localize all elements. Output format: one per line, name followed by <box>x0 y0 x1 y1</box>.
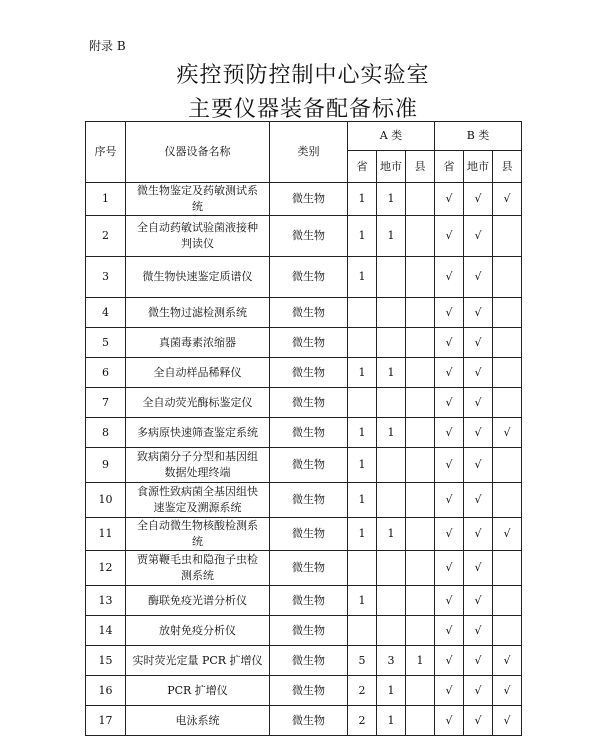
table-row <box>86 388 522 418</box>
cell-b-city: √ <box>464 418 493 448</box>
cell-index: 13 <box>86 586 126 616</box>
header-category: 类别 <box>270 122 348 183</box>
cell-index: 2 <box>86 216 126 257</box>
cell-b-province: √ <box>435 551 464 586</box>
cell-a-city <box>377 586 406 616</box>
cell-name: 致病菌分子分型和基因组数据处理终端 <box>126 448 270 483</box>
cell-category: 微生物 <box>270 418 348 448</box>
appendix-label: 附录 B <box>89 39 126 53</box>
table-row <box>86 518 522 551</box>
cell-b-province: √ <box>435 328 464 358</box>
cell-b-county <box>493 358 522 388</box>
cell-a-county <box>406 298 435 328</box>
cell-b-province: √ <box>435 448 464 483</box>
cell-category: 微生物 <box>270 298 348 328</box>
cell-b-county <box>493 448 522 483</box>
cell-a-province: 1 <box>348 448 377 483</box>
cell-a-county <box>406 183 435 216</box>
cell-a-province: 1 <box>348 358 377 388</box>
cell-a-province: 1 <box>348 483 377 518</box>
cell-a-province <box>348 551 377 586</box>
cell-a-county <box>406 483 435 518</box>
cell-a-province: 1 <box>348 257 377 298</box>
cell-b-city: √ <box>464 298 493 328</box>
cell-a-county <box>406 706 435 736</box>
cell-b-city: √ <box>464 616 493 646</box>
cell-name: 实时荧光定量 PCR 扩增仪 <box>126 646 270 676</box>
cell-b-city: √ <box>464 483 493 518</box>
cell-a-county <box>406 616 435 646</box>
table-row <box>86 183 522 216</box>
table-row <box>86 298 522 328</box>
cell-a-city: 1 <box>377 676 406 706</box>
cell-index: 4 <box>86 298 126 328</box>
cell-category: 微生物 <box>270 518 348 551</box>
cell-a-city: 1 <box>377 518 406 551</box>
cell-name: 微生物过滤检测系统 <box>126 298 270 328</box>
cell-a-province: 1 <box>348 418 377 448</box>
cell-a-county <box>406 448 435 483</box>
table-row <box>86 257 522 298</box>
cell-b-county <box>493 586 522 616</box>
document-title: 疾控预防控制中心实验室 <box>176 63 430 88</box>
cell-b-province: √ <box>435 646 464 676</box>
cell-index: 8 <box>86 418 126 448</box>
table-row <box>86 418 522 448</box>
cell-b-province: √ <box>435 298 464 328</box>
cell-a-city: 3 <box>377 646 406 676</box>
cell-b-province: √ <box>435 616 464 646</box>
cell-name: 全自动微生物核酸检测系统 <box>126 518 270 551</box>
cell-b-province: √ <box>435 676 464 706</box>
cell-b-city: √ <box>464 358 493 388</box>
cell-category: 微生物 <box>270 183 348 216</box>
cell-index: 15 <box>86 646 126 676</box>
cell-b-province: √ <box>435 358 464 388</box>
cell-b-city: √ <box>464 388 493 418</box>
cell-b-province: √ <box>435 216 464 257</box>
cell-a-county <box>406 358 435 388</box>
cell-b-city: √ <box>464 183 493 216</box>
cell-b-province: √ <box>435 586 464 616</box>
cell-index: 3 <box>86 257 126 298</box>
cell-index: 9 <box>86 448 126 483</box>
cell-category: 微生物 <box>270 676 348 706</box>
cell-a-county <box>406 388 435 418</box>
cell-a-county <box>406 418 435 448</box>
cell-a-city: 1 <box>377 216 406 257</box>
cell-name: 微生物快速鉴定质谱仪 <box>126 257 270 298</box>
cell-b-county: √ <box>493 418 522 448</box>
cell-b-county <box>493 257 522 298</box>
cell-b-county <box>493 328 522 358</box>
cell-name: 微生物鉴定及药敏测试系统 <box>126 183 270 216</box>
cell-a-province: 5 <box>348 646 377 676</box>
cell-category: 微生物 <box>270 616 348 646</box>
table-row <box>86 448 522 483</box>
cell-category: 微生物 <box>270 216 348 257</box>
cell-b-province: √ <box>435 257 464 298</box>
cell-b-county: √ <box>493 518 522 551</box>
cell-b-city: √ <box>464 551 493 586</box>
cell-index: 6 <box>86 358 126 388</box>
cell-a-county <box>406 676 435 706</box>
cell-b-city: √ <box>464 216 493 257</box>
cell-index: 12 <box>86 551 126 586</box>
cell-a-city <box>377 483 406 518</box>
cell-name: 全自动样品稀释仪 <box>126 358 270 388</box>
cell-category: 微生物 <box>270 448 348 483</box>
cell-a-city <box>377 328 406 358</box>
cell-a-province: 1 <box>348 183 377 216</box>
cell-a-province <box>348 616 377 646</box>
header-b-city: 地市 <box>464 151 493 183</box>
cell-b-county <box>493 216 522 257</box>
cell-b-county: √ <box>493 183 522 216</box>
cell-category: 微生物 <box>270 483 348 518</box>
header-group-b: B 类 <box>435 122 522 151</box>
cell-a-county <box>406 551 435 586</box>
cell-b-city: √ <box>464 448 493 483</box>
cell-b-province: √ <box>435 483 464 518</box>
cell-b-province: √ <box>435 388 464 418</box>
cell-a-city <box>377 388 406 418</box>
cell-b-city: √ <box>464 257 493 298</box>
cell-category: 微生物 <box>270 328 348 358</box>
cell-b-county <box>493 551 522 586</box>
cell-b-province: √ <box>435 183 464 216</box>
header-a-province: 省 <box>348 151 377 183</box>
cell-b-province: √ <box>435 518 464 551</box>
header-a-county: 县 <box>406 151 435 183</box>
cell-name: 酶联免疫光谱分析仪 <box>126 586 270 616</box>
cell-name: 电泳系统 <box>126 706 270 736</box>
cell-b-province: √ <box>435 706 464 736</box>
header-name: 仪器设备名称 <box>126 122 270 183</box>
cell-name: 多病原快速筛查鉴定系统 <box>126 418 270 448</box>
cell-a-county <box>406 328 435 358</box>
header-b-province: 省 <box>435 151 464 183</box>
cell-index: 5 <box>86 328 126 358</box>
cell-category: 微生物 <box>270 646 348 676</box>
cell-a-city <box>377 448 406 483</box>
document-subtitle: 主要仪器装备配备标准 <box>187 97 418 122</box>
table-row <box>86 706 522 736</box>
cell-a-county <box>406 586 435 616</box>
header-a-city: 地市 <box>377 151 406 183</box>
header-b-county: 县 <box>493 151 522 183</box>
table-row <box>86 551 522 586</box>
cell-name: 食源性致病菌全基因组快速鉴定及溯源系统 <box>126 483 270 518</box>
cell-a-city: 1 <box>377 418 406 448</box>
cell-b-city: √ <box>464 586 493 616</box>
table-row <box>86 328 522 358</box>
cell-a-province: 1 <box>348 216 377 257</box>
cell-category: 微生物 <box>270 706 348 736</box>
cell-index: 16 <box>86 676 126 706</box>
cell-a-province <box>348 298 377 328</box>
table-row <box>86 676 522 706</box>
cell-a-county: 1 <box>406 646 435 676</box>
cell-index: 17 <box>86 706 126 736</box>
cell-index: 14 <box>86 616 126 646</box>
cell-a-city: 1 <box>377 358 406 388</box>
cell-name: 贾第鞭毛虫和隐孢子虫检测系统 <box>126 551 270 586</box>
cell-a-province <box>348 328 377 358</box>
table-row <box>86 358 522 388</box>
cell-a-city: 1 <box>377 183 406 216</box>
cell-category: 微生物 <box>270 257 348 298</box>
cell-a-city <box>377 257 406 298</box>
cell-a-city <box>377 551 406 586</box>
cell-category: 微生物 <box>270 358 348 388</box>
cell-a-province: 2 <box>348 706 377 736</box>
cell-a-city <box>377 616 406 646</box>
cell-a-county <box>406 216 435 257</box>
header-index: 序号 <box>86 122 126 183</box>
cell-index: 10 <box>86 483 126 518</box>
equipment-table <box>85 121 522 736</box>
cell-b-county <box>493 298 522 328</box>
cell-a-county <box>406 257 435 298</box>
cell-b-city: √ <box>464 646 493 676</box>
cell-b-province: √ <box>435 418 464 448</box>
cell-name: 真菌毒素浓缩器 <box>126 328 270 358</box>
cell-b-city: √ <box>464 518 493 551</box>
table-row <box>86 616 522 646</box>
cell-index: 1 <box>86 183 126 216</box>
table-row <box>86 483 522 518</box>
cell-b-county <box>493 483 522 518</box>
header-group-a: A 类 <box>348 122 435 151</box>
cell-index: 11 <box>86 518 126 551</box>
cell-b-county: √ <box>493 646 522 676</box>
cell-b-city: √ <box>464 706 493 736</box>
table-header-row <box>86 122 522 151</box>
table-row <box>86 586 522 616</box>
cell-b-county: √ <box>493 676 522 706</box>
cell-name: PCR 扩增仪 <box>126 676 270 706</box>
cell-category: 微生物 <box>270 388 348 418</box>
table-row <box>86 216 522 257</box>
cell-name: 全自动荧光酶标鉴定仪 <box>126 388 270 418</box>
table-row <box>86 646 522 676</box>
cell-b-county: √ <box>493 706 522 736</box>
cell-a-city <box>377 298 406 328</box>
cell-a-city: 1 <box>377 706 406 736</box>
cell-category: 微生物 <box>270 551 348 586</box>
cell-name: 全自动药敏试验菌液接种判读仪 <box>126 216 270 257</box>
cell-b-county <box>493 616 522 646</box>
cell-a-province: 1 <box>348 518 377 551</box>
cell-a-province: 1 <box>348 586 377 616</box>
cell-b-city: √ <box>464 328 493 358</box>
cell-a-county <box>406 518 435 551</box>
cell-a-province <box>348 388 377 418</box>
table-body <box>86 183 522 736</box>
cell-name: 放射免疫分析仪 <box>126 616 270 646</box>
cell-index: 7 <box>86 388 126 418</box>
cell-a-province: 2 <box>348 676 377 706</box>
cell-category: 微生物 <box>270 586 348 616</box>
cell-b-city: √ <box>464 676 493 706</box>
cell-b-county <box>493 388 522 418</box>
